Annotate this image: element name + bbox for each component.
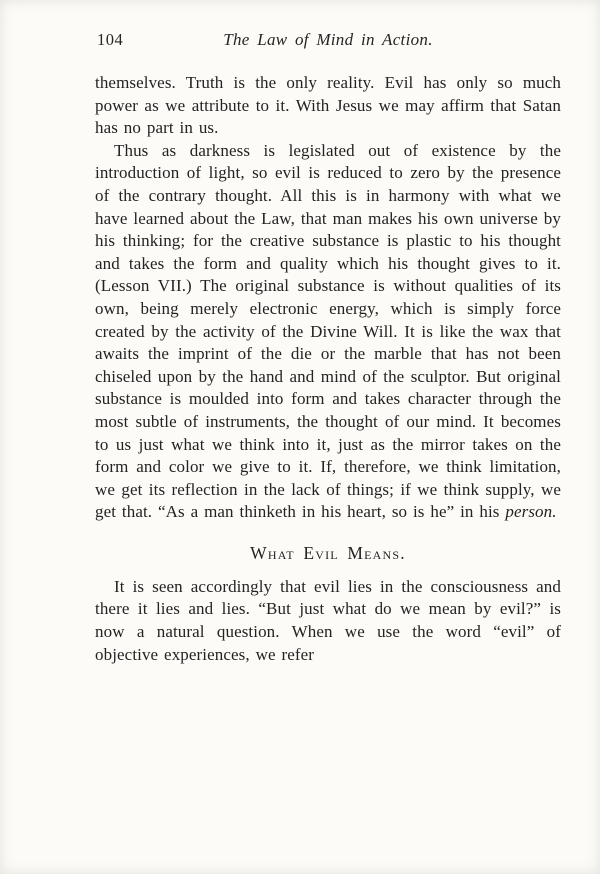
paragraph (95, 140, 561, 524)
page-header (95, 30, 561, 54)
page-number: 104 (97, 30, 124, 49)
paragraph-text: Thus as darkness is legislated out of existence by the introduction of light, so evil is reduced to zero by the presence of the contrary thought. All this is in harmony with what we have learned about the Law, that man makes his own universe by his thinking; for the creative substance is plastic to his thought and takes the form and quality which his thought gives to it. (Lesson VII.) The original substance is without qualities of its own, being merely electronic energy, which is simply force created by the activity of the Divine Will. It is like the wax that awaits the imprint of the die or the marble that has not been chiseled upon by the hand and mind of the sculptor. But original substance is moulded into form and takes character through the most subtle of instruments, the thought of our mind. It becomes to us just what we think into it, just as the mirror takes on the form and color we give to it. If, therefore, we think limitation, we get its reflection in the lack of things; if we think supply, we get that. “As a man thinketh in his heart, so is he” in his (95, 140, 561, 522)
paragraph: It is seen accordingly that evil lies in the consciousness and there it lies and lies. “But just what do we mean by evil?” is now a natural question. When we use the word “evil” of objective experiences, we refer (95, 576, 561, 664)
paragraph-continuation: themselves. Truth is the only reality. Evil has only so much power as we attribute to it. With Jesus we may affirm that Satan has no part in us. (95, 73, 561, 138)
running-title: The Law of Mind in Action. (223, 30, 433, 49)
italic-word: person. (505, 502, 557, 522)
section-heading: What Evil Means. (250, 542, 406, 563)
body-text (95, 72, 561, 666)
